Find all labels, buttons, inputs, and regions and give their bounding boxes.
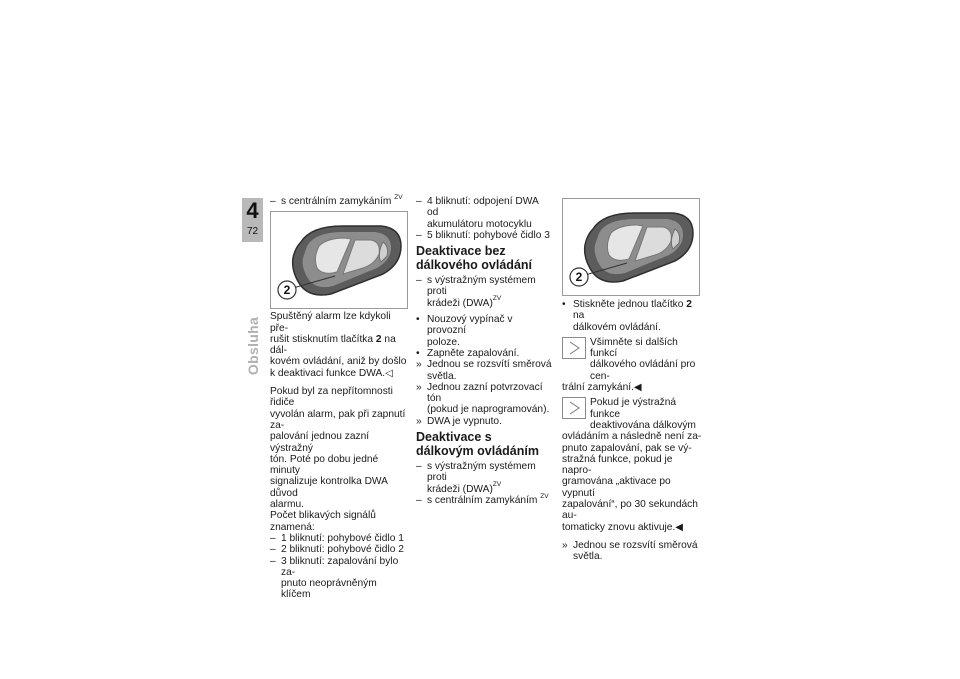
note-icon — [562, 337, 586, 359]
list-item: – 5 bliknutí: pohybové čidlo 3 — [416, 229, 550, 241]
section-label: Obsluha — [245, 316, 261, 376]
heading-deactivation-with-remote: Deaktivace s dálkovým ovládáním — [416, 430, 539, 458]
figure-callout-2: 2 — [283, 283, 291, 297]
step-item: • Nouzový vypínač v provozní poloze. — [416, 314, 513, 348]
blink-count-intro: Počet blikavých signálů znamená: — [270, 510, 376, 533]
list-item: – s centrálním zamykáním $^{ZV}$ — [270, 193, 403, 207]
chapter-number: 4 — [246, 198, 259, 223]
page-number: 72 — [246, 226, 259, 237]
column-3 — [562, 299, 702, 563]
note-icon — [562, 397, 586, 419]
alarm-interrupt-paragraph: Spuštěný alarm lze kdykoli pře- rušit stisknutím tlačítka 2 na dál- kovém ovládání, aniž by došlo k deaktivaci funkce DWA.◁ — [270, 311, 407, 379]
remote-key-icon — [563, 199, 699, 295]
list-item: – s výstražným systémem proti krádeži (DWA)$^{ZV}$ — [416, 461, 536, 495]
heading-deactivation-without-remote: Deaktivace bez dálkového ovládání — [416, 244, 533, 272]
list-item: – 4 bliknutí: odpojení DWA od akumulátoru motocyklu — [416, 196, 539, 230]
result-item: » Jednou zazní potvrzovací tón (pokud je naprogramován). — [416, 381, 550, 416]
column-1 — [270, 193, 408, 601]
list-item: – s výstražným systémem proti krádeži (DWA)$^{ZV}$ — [416, 275, 536, 309]
alarm-info-paragraph: Pokud byl za nepřítomnosti řidiče vyvolán alarm, pak při zapnutí za- palování jednou zazní výstražný tón. Poté po dobu jedné minuty signalizuje kontrolka DWA důvod alarmu. — [270, 386, 406, 511]
step-item: • Stiskněte jednou tlačítko 2 na dálkovém ovládání. — [562, 299, 692, 333]
note-alarm-reactivation: Pokud je výstražná funkce deaktivována dálkovým ovládáním a následně není za- pnuto zapalování, pak se vý- stražná funkce, pokud je napro- gramována „aktivace po vypnutí zapalování“, po 30 sekundách au- tomaticky znovu aktivuje.◀ — [562, 397, 702, 533]
result-item: » Jednou se rozsvítí směrová světla. — [416, 359, 552, 382]
note-central-locking: Všimněte si dalších funkcí dálkového ovládání pro cen- trální zamykání.◀ — [562, 336, 696, 394]
list-item: – s centrálním zamykáním $^{ZV}$ — [416, 492, 549, 506]
column-2 — [416, 196, 552, 506]
list-item: – 2 bliknutí: pohybové čidlo 2 — [270, 544, 404, 556]
result-item: » Jednou se rozsvítí směrová světla. — [562, 539, 698, 563]
step-item: • Zapněte zapalování. — [416, 347, 520, 359]
remote-key-figure-2 — [562, 198, 700, 296]
result-item: » DWA je vypnuto. — [416, 415, 502, 427]
list-item: – 3 bliknutí: zapalování bylo za- pnuto neoprávněným klíčem — [270, 555, 399, 601]
list-item: – 1 bliknutí: pohybové čidlo 1 — [270, 532, 404, 544]
figure-callout-2: 2 — [575, 270, 583, 284]
